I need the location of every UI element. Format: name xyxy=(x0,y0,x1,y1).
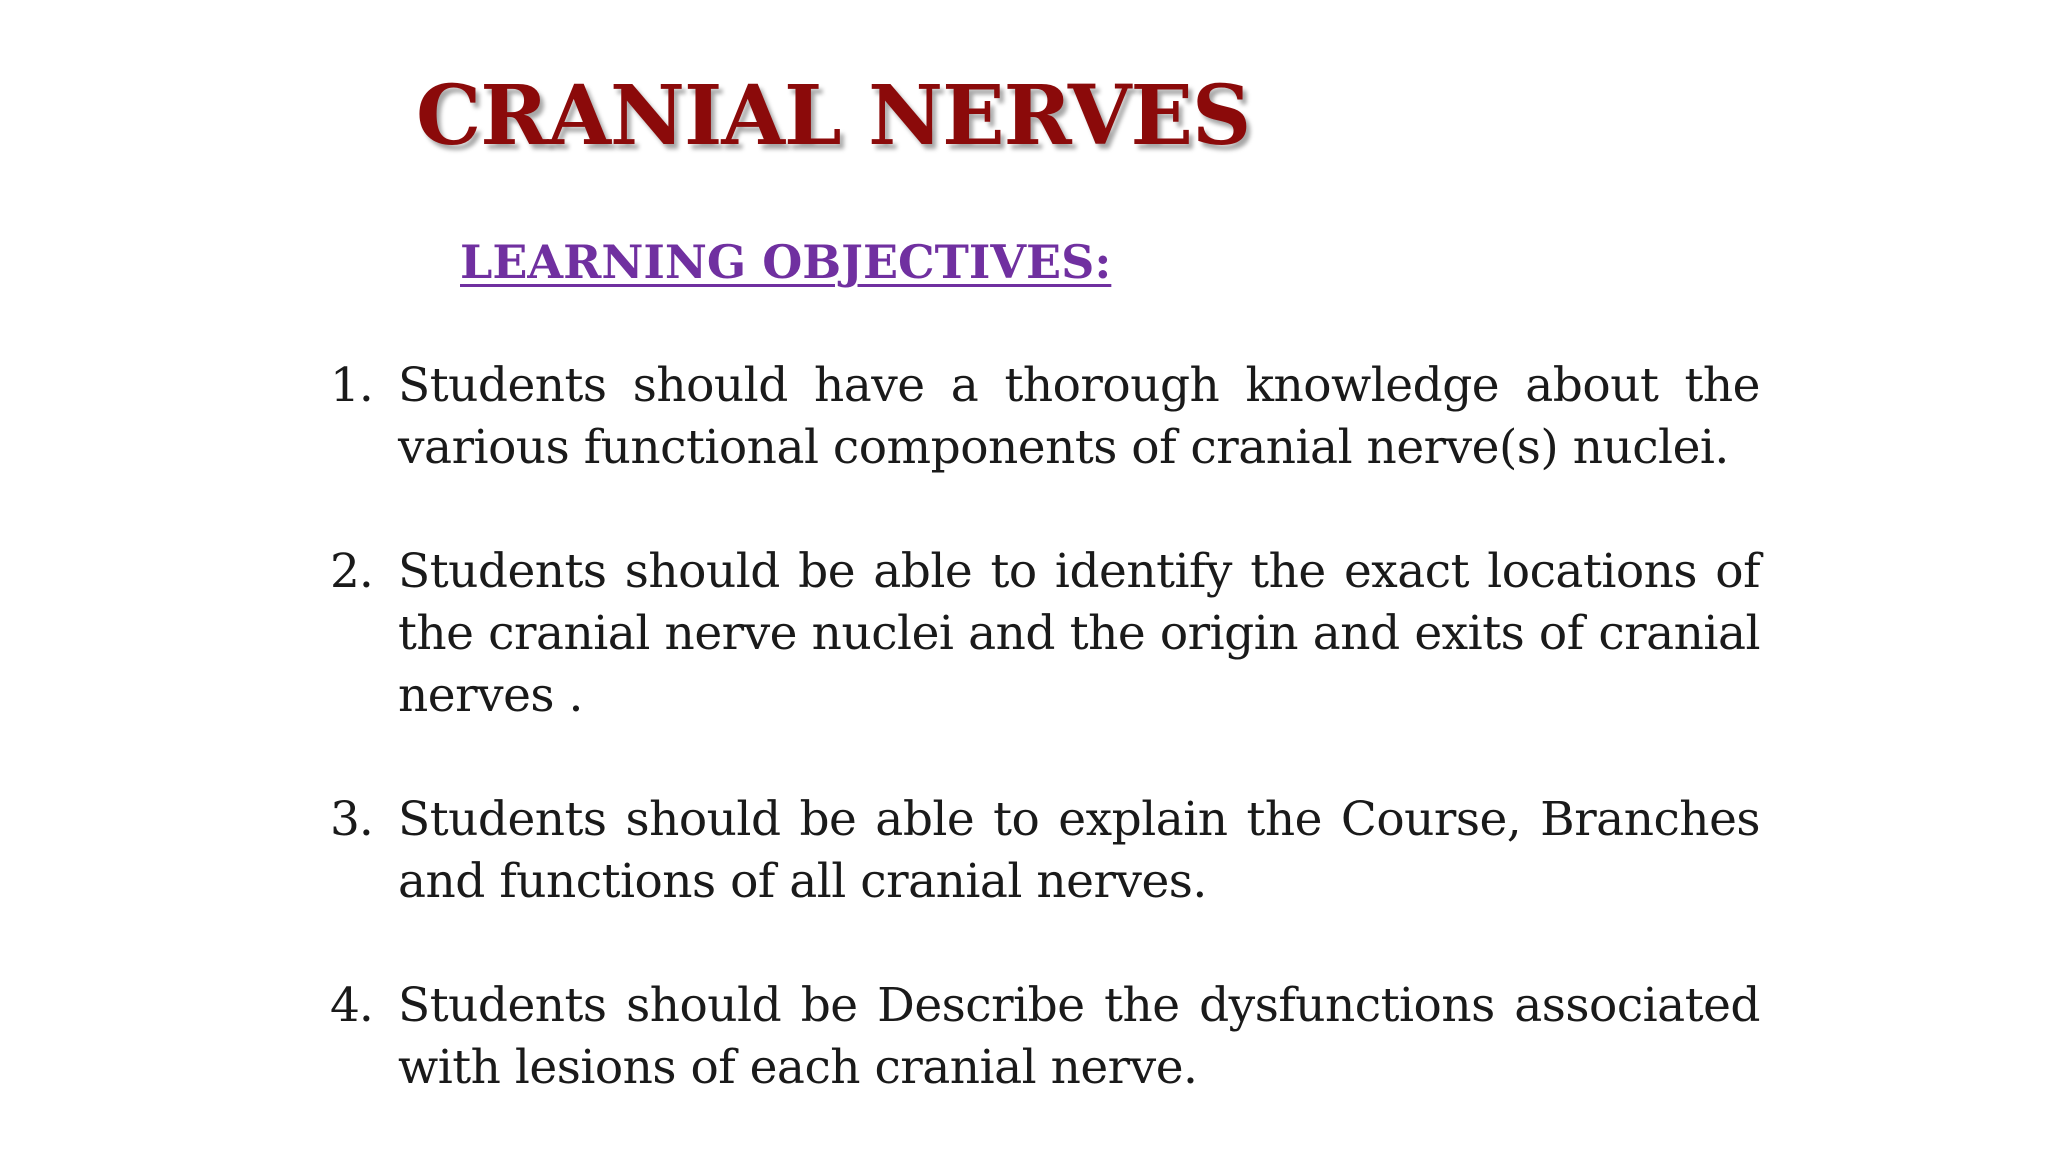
objective-item xyxy=(330,789,1760,913)
objective-number: 1. xyxy=(330,358,373,413)
objective-text: Students should be able to identify the exact locations of the cranial nerve nuclei and the origin and exits of cranial nerves . xyxy=(398,544,1760,723)
objective-number: 2. xyxy=(330,544,373,599)
objective-number: 3. xyxy=(330,792,373,847)
objective-item xyxy=(330,355,1760,479)
objective-item xyxy=(330,541,1760,727)
learning-objectives-heading: LEARNING OBJECTIVES: xyxy=(460,235,1112,289)
objective-text: Students should be Describe the dysfunctions associated with lesions of each cranial nerve. xyxy=(398,978,1760,1095)
objective-item xyxy=(330,975,1760,1099)
objective-number: 4. xyxy=(330,978,373,1033)
objectives-list xyxy=(330,355,1760,1152)
objective-text: Students should have a thorough knowledge about the various functional components of cranial nerve(s) nuclei. xyxy=(398,358,1760,475)
objective-text: Students should be able to explain the Course, Branches and functions of all cranial nerves. xyxy=(398,792,1760,909)
slide-title: CRANIAL NERVES xyxy=(416,68,1251,164)
